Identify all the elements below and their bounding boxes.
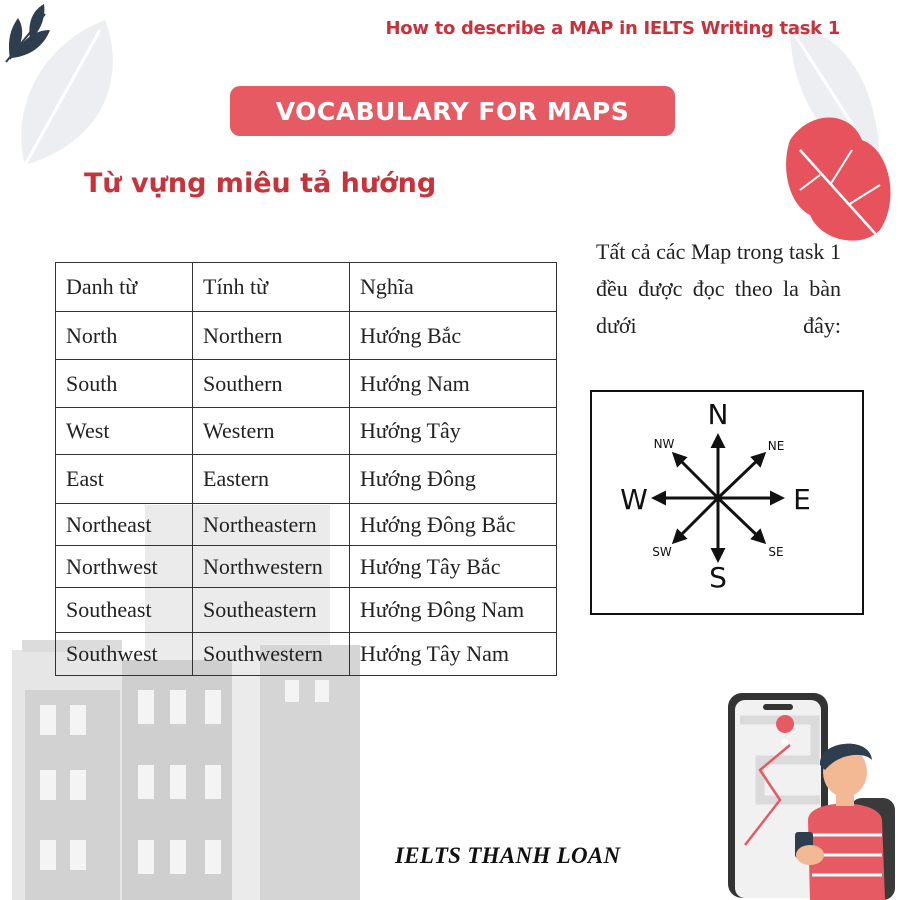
table-header-row (56, 263, 557, 312)
table-row (56, 360, 557, 408)
table-cell: Southern (193, 360, 350, 408)
table-row (56, 408, 557, 455)
compass-note: Tất cả các Map trong task 1 đều được đọc theo la bàn dưới đây: (596, 239, 841, 338)
compass-label-s: S (709, 561, 727, 594)
compass-label-sw: SW (652, 545, 672, 559)
compass-label-nw: NW (653, 437, 675, 451)
compass-label-e: E (793, 483, 811, 516)
compass-rose-icon (592, 392, 862, 613)
table-header-cell: Danh từ (56, 263, 193, 312)
table-cell: North (56, 312, 193, 360)
table-cell: Hướng Đông Bắc (350, 504, 557, 546)
table-row (56, 455, 557, 504)
table-cell: Hướng Nam (350, 360, 557, 408)
table-cell: Northwestern (193, 546, 350, 588)
table-cell: Hướng Bắc (350, 312, 557, 360)
table-header-cell: Nghĩa (350, 263, 557, 312)
table-cell: Northeastern (193, 504, 350, 546)
table-cell: Northeast (56, 504, 193, 546)
compass-label-se: SE (768, 545, 784, 559)
table-cell: East (56, 455, 193, 504)
compass-label-ne: NE (767, 439, 785, 453)
vocabulary-banner (230, 86, 675, 136)
table-cell: Hướng Đông Nam (350, 588, 557, 633)
brand-footer: IELTS THANH LOAN (395, 843, 621, 868)
table-cell: Western (193, 408, 350, 455)
table-cell: Eastern (193, 455, 350, 504)
table-row (56, 312, 557, 360)
table-row (56, 504, 557, 546)
vocabulary-table (55, 262, 557, 676)
table-cell: South (56, 360, 193, 408)
table-cell: Southwestern (193, 633, 350, 676)
table-row (56, 546, 557, 588)
table-header-cell: Tính từ (193, 263, 350, 312)
table-cell: Northern (193, 312, 350, 360)
table-row (56, 633, 557, 676)
table-cell: Southwest (56, 633, 193, 676)
table-cell: Southeast (56, 588, 193, 633)
table-cell: Hướng Tây (350, 408, 557, 455)
table-row (56, 588, 557, 633)
compass-label-n: N (707, 398, 729, 431)
compass-box (590, 390, 864, 615)
table-cell: Hướng Đông (350, 455, 557, 504)
section-title: Từ vựng miêu tả hướng (84, 168, 437, 199)
table-cell: Southeastern (193, 588, 350, 633)
table-cell: Northwest (56, 546, 193, 588)
table-cell: Hướng Tây Nam (350, 633, 557, 676)
table-cell: Hướng Tây Bắc (350, 546, 557, 588)
leaf-dark-icon (6, 4, 50, 62)
compass-label-w: W (620, 483, 648, 516)
table-cell: West (56, 408, 193, 455)
page-title: How to describe a MAP in IELTS Writing task 1 (385, 18, 840, 39)
banner-label: VOCABULARY FOR MAPS (275, 96, 630, 126)
